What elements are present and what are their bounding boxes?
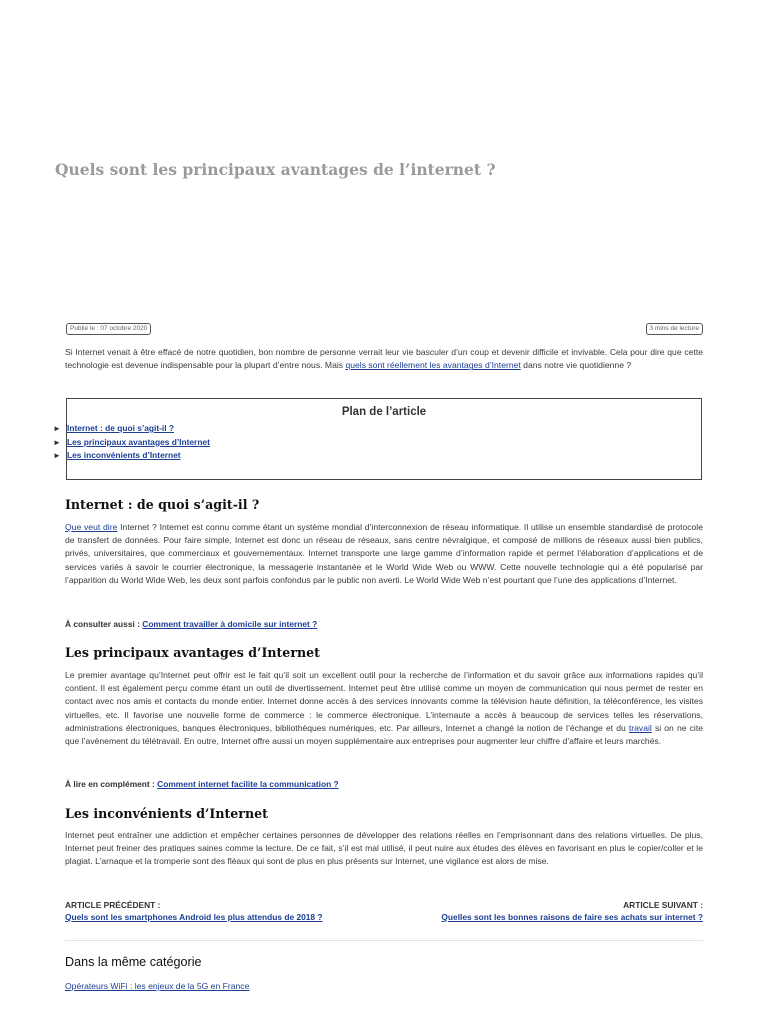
prev-article-link[interactable]: Quels sont les smartphones Android les plus attendus de 2018 ? [65, 912, 323, 922]
toc-title: Plan de l’article [341, 406, 427, 418]
category-title: Dans la même catégorie [65, 955, 202, 969]
disadvantages-paragraph: Internet peut entraîner une addiction et empêcher certaines personnes de développer des relations réelles en l’emprisonnant dans des relations virtuelles. De plus, Internet peut freiner des pratiques saines comme la lecture. De ce fait, s’il est mal utilisé, il peut nuire aux études des élèves en favorisant en plus le copier/coller et le plagiat. L’arnaque et la tromperie sont des fléaux qui sont de plus en plus présents sur Internet, une vigilance est alors de mise. [65, 830, 703, 867]
section-heading-advantages: Les principaux avantages d’Internet [65, 645, 320, 660]
next-article-link[interactable]: Quelles sont les bonnes raisons de faire ses achats sur internet ? [441, 912, 703, 922]
table-of-contents [53, 398, 702, 480]
toc-link-advantages[interactable]: Les principaux avantages d’Internet [67, 436, 210, 447]
next-article [441, 900, 703, 922]
read-more-line: À lire en complément : Comment internet facilite la communication ? [65, 779, 339, 789]
toc-link-disadvantages[interactable]: Les inconvénients d’Internet [67, 450, 181, 461]
section-heading-disadvantages: Les inconvénients d’Internet [65, 806, 268, 821]
triangle-right-icon: ► [53, 451, 61, 461]
intro-paragraph: Si Internet venait à être effacé de notre quotidien, bon nombre de personne verrait leur vie basculer d’un coup et devenir difficile et invivable. Cela pour dire que cette technologie est devenue indispensable pour la plupart d’entre nous. Mais quels sont réellement les avantages d’Internet dans notre vie quotidienne ? [65, 347, 703, 371]
intro-link[interactable]: quels sont réellement les avantages d’Internet [345, 360, 521, 371]
triangle-right-icon: ► [53, 437, 61, 447]
toc-link-definition[interactable]: Internet : de quoi s’agit-il ? [67, 423, 175, 433]
section-heading-definition: Internet : de quoi s’agit-il ? [65, 497, 260, 512]
definition-link[interactable]: Que veut dire [65, 522, 118, 532]
triangle-right-icon: ► [53, 424, 61, 433]
toc-list [53, 422, 210, 463]
advantages-paragraph: Le premier avantage qu’Internet peut offrir est le fait qu’il soit un excellent outil pour la recherche de l’information et du savoir grâce aux informations rapides qu’il contient. Il est également perçu comme étant un outil de divertissement. Internet peut être utilisé comme un moyen de communication qui nous permet de rester en contact avec nos amis et contacts du monde entier. Internet donne accès à des services innovants comme la télévision haute définition, la téléconférence, les visites virtuelles, etc. Il favorise une nouvelle forme de commerce : le commerce électronique. L’internaute a accès à beaucoup de services telles les réservations, administrations électroniques, banques électroniques, bibliothèques numériques, etc. Par ailleurs, Internet a changé la notion de l’échange et du travail si on ne cite que l’avènement du télétravail. En outre, Internet offre aussi un moyen supplémentaire aux entreprises pour augmenter leur chiffre d’affaire et leurs marchés. [65, 670, 703, 747]
publish-date-badge: Publié le : 07 octobre 2020 [66, 323, 151, 335]
article-title: Quels sont les principaux avantages de l’internet ? [55, 160, 496, 179]
read-more-link[interactable]: Comment internet facilite la communication ? [157, 779, 339, 789]
work-link[interactable]: travail [628, 722, 652, 733]
prev-article-label: ARTICLE PRÉCÉDENT : [65, 900, 161, 910]
see-also-line: À consulter aussi : Comment travailler à domicile sur internet ? [65, 619, 318, 629]
next-article-label: ARTICLE SUIVANT : [623, 900, 703, 910]
reading-time-badge: 3 mins de lecture [646, 323, 704, 335]
definition-paragraph: Que veut dire Internet ? Internet est connu comme étant un système mondial d’interconnexion de réseau informatique. Il utilise un ensemble standardisé de protocole de transfert de données. Pour faire simple, Internet est donc un réseau de réseaux, sans centre névralgique, et composé de millions de réseaux aussi bien publics, privés, universitaires, que commerciaux et gouvernementaux. Internet transporte une large gamme d’information rapide et permet l’élaboration d’applications et de services variés à savoir le courrier électronique, la messagerie instantanée et le World Wide Web ou WWW. Cette nouvelle technologie qui a été popularisé par l’apparition du World Wide Web, les deux sont parfois confondus par le public non averti. Le World Wide Web n’est pourtant que l’une des applications d’Internet. [65, 522, 703, 585]
section-definition [65, 521, 703, 587]
toc-item [53, 436, 210, 450]
toc-item [53, 449, 210, 463]
divider [65, 940, 703, 941]
prev-article [65, 900, 323, 922]
section-advantages [65, 669, 703, 748]
section-disadvantages [65, 829, 703, 869]
toc-item [53, 422, 210, 436]
intro-section [65, 346, 703, 372]
category-article-link[interactable]: Opérateurs WiFi : les enjeux de la 5G en France [65, 981, 250, 991]
see-also-link[interactable]: Comment travailler à domicile sur internet ? [142, 619, 318, 629]
